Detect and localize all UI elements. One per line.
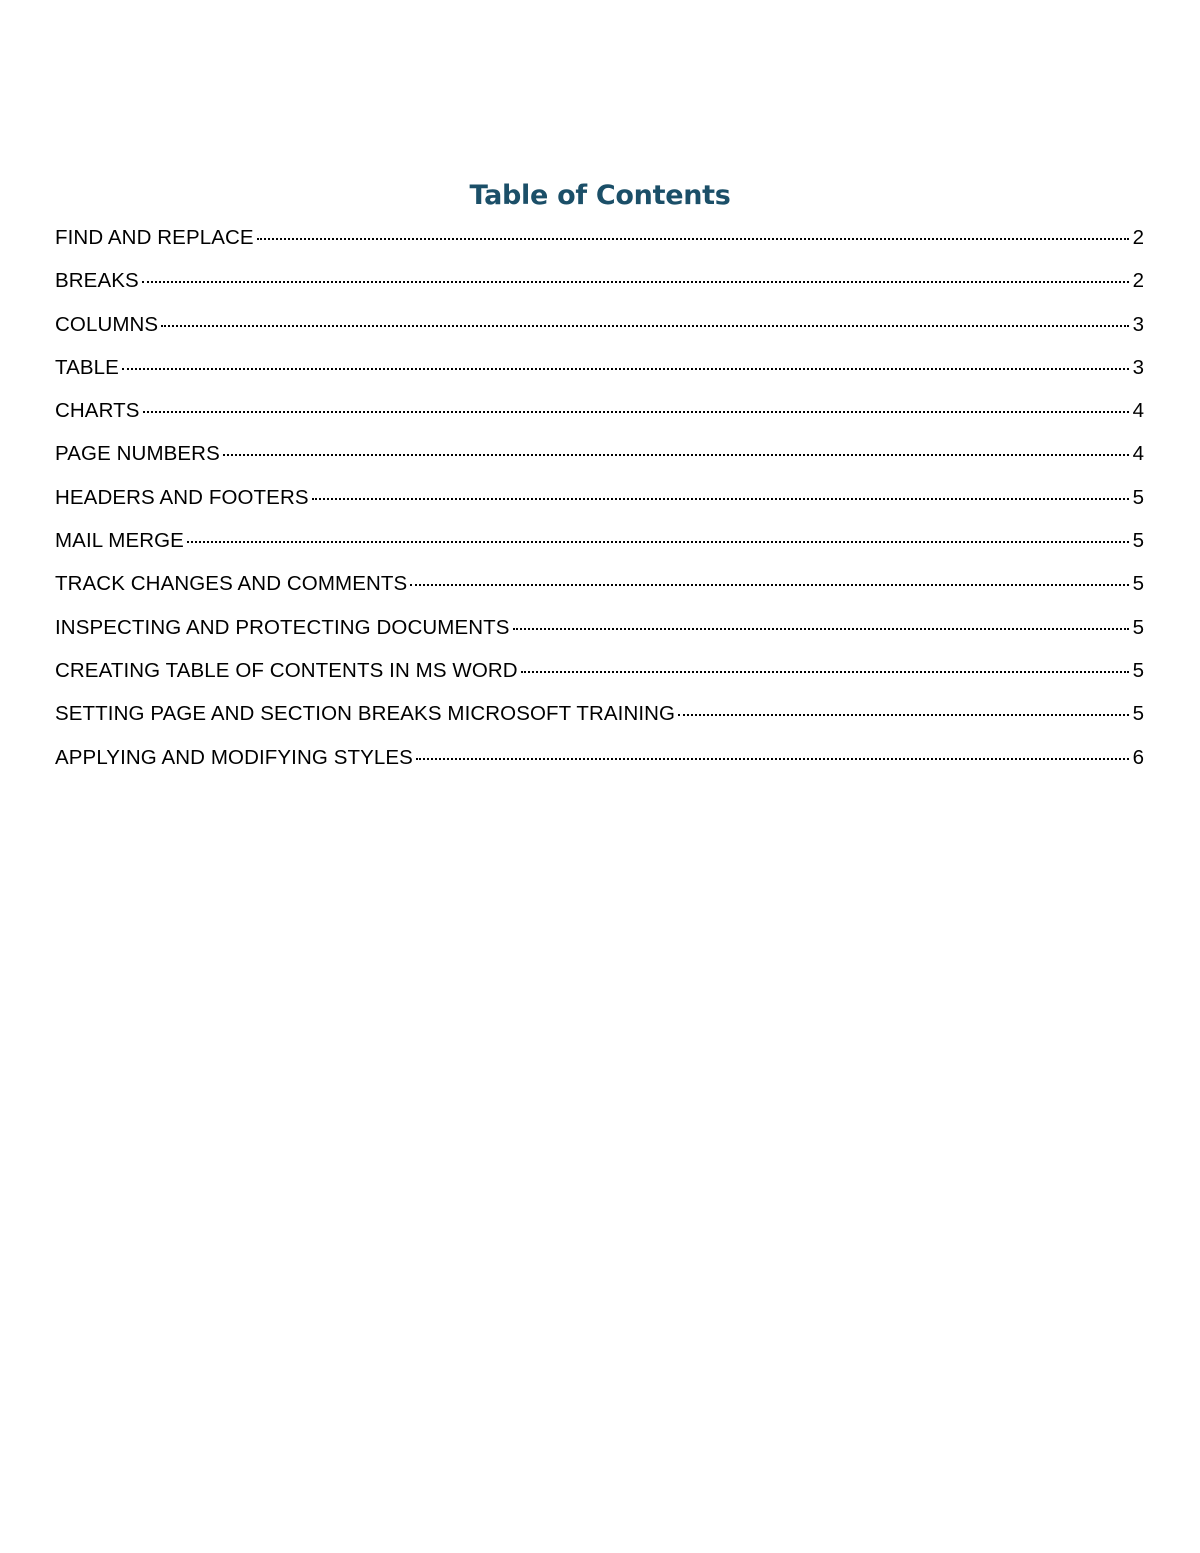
toc-entry-label: HEADERS AND FOOTERS [55,485,309,509]
toc-entry-label: TABLE [55,355,119,379]
toc-entry-label: APPLYING AND MODIFYING STYLES [55,745,413,769]
toc-entry-label: BREAKS [55,269,139,293]
toc-entry-page-number: 5 [1132,485,1144,509]
toc-entry[interactable] [55,482,1144,525]
dot-leader [410,583,1129,586]
toc-entry-label: TRACK CHANGES AND COMMENTS [55,572,408,596]
dot-leader [142,280,1129,283]
toc-entry-label: FIND AND REPLACE [55,226,254,249]
toc-entry-label: PAGE NUMBERS [55,442,220,466]
toc-entry-label: INSPECTING AND PROTECTING DOCUMENTS [55,615,510,639]
toc-entry-page-number: 5 [1132,572,1144,596]
dot-leader [312,497,1129,500]
toc-entry-page-number: 5 [1132,658,1144,682]
toc-entry-page-number: 3 [1132,355,1144,379]
toc-entry[interactable] [55,352,1144,395]
toc-entry-page-number: 4 [1132,442,1144,466]
dot-leader [678,713,1129,716]
toc-entry-page-number: 5 [1132,529,1144,553]
toc-entry[interactable] [55,742,1144,785]
dot-leader [513,627,1129,630]
toc-entry[interactable] [55,395,1144,438]
toc-entry[interactable] [55,438,1144,481]
toc-entry[interactable] [55,222,1144,265]
toc-entry-page-number: 5 [1132,615,1144,639]
toc-list [55,222,1144,785]
toc-entry[interactable] [55,655,1144,698]
toc-entry[interactable] [55,568,1144,611]
toc-entry-label: COLUMNS [55,312,159,336]
toc-entry-page-number: 4 [1132,399,1144,423]
dot-leader [122,367,1129,370]
toc-entry-page-number: 6 [1132,745,1144,769]
dot-leader [161,324,1129,327]
toc-entry-label: CHARTS [55,399,140,423]
dot-leader [143,410,1129,413]
dot-leader [187,540,1129,543]
dot-leader [521,670,1129,673]
toc-entry-label: SETTING PAGE AND SECTION BREAKS MICROSOFT TRAINING [55,702,676,726]
toc-title: Table of Contents [469,180,731,211]
toc-entry[interactable] [55,309,1144,352]
toc-entry-page-number: 5 [1132,702,1144,726]
dot-leader [416,757,1129,760]
toc-entry-page-number: 2 [1132,269,1144,293]
toc-entry[interactable] [55,698,1144,741]
toc-entry[interactable] [55,265,1144,308]
toc-entry-label: CREATING TABLE OF CONTENTS IN MS WORD [55,658,518,682]
dot-leader [223,453,1129,456]
toc-entry-label: MAIL MERGE [55,529,184,553]
dot-leader [257,237,1129,240]
toc-entry-page-number: 2 [1132,226,1144,249]
toc-entry[interactable] [55,525,1144,568]
toc-entry-page-number: 3 [1132,312,1144,336]
toc-entry[interactable] [55,612,1144,655]
